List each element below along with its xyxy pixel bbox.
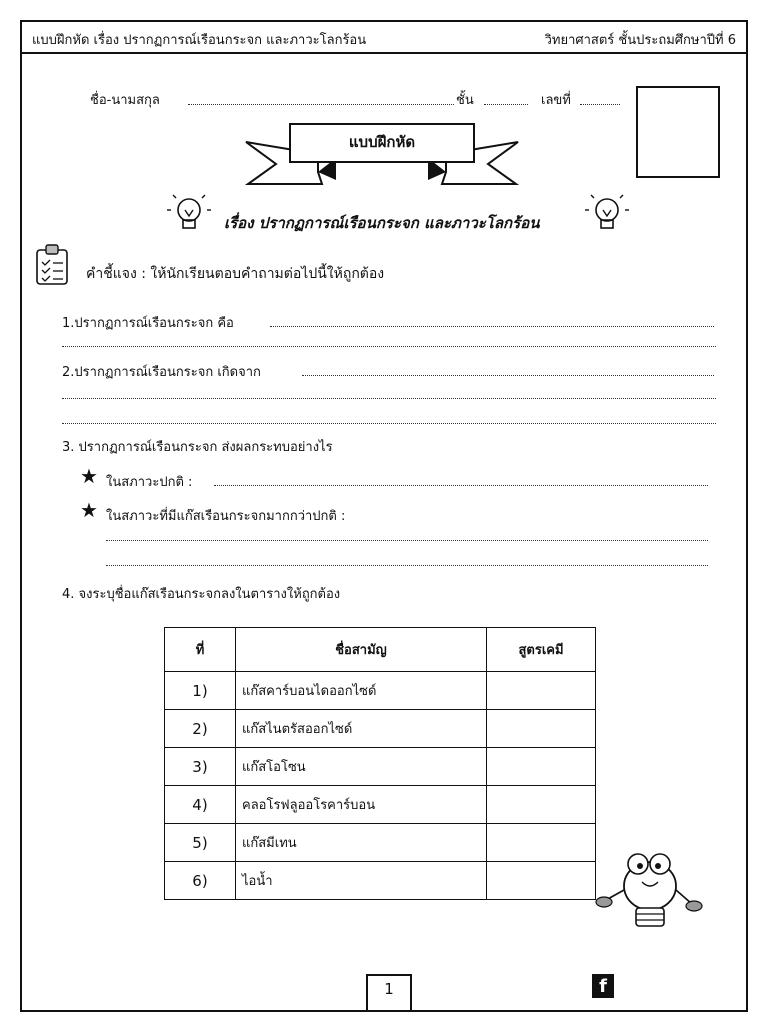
row-gas-name: แก๊สโอโซน: [236, 748, 487, 786]
row-number: 2): [165, 710, 236, 748]
question-3a: ในสภาวะปกติ :: [106, 475, 193, 490]
answer-3b-line[interactable]: [106, 565, 708, 566]
number-field[interactable]: [580, 104, 620, 105]
star-icon: ★: [80, 498, 98, 522]
class-label: ชั้น: [456, 93, 474, 108]
row-gas-name: ไอน้ำ: [236, 862, 487, 900]
banner-title: แบบฝึกหัด: [348, 133, 416, 151]
question-3b: ในสภาวะที่มีแก๊สเรือนกระจกมากกว่าปกติ :: [106, 509, 346, 524]
table-row: [165, 824, 596, 862]
gas-table: [164, 627, 596, 900]
table-row: [165, 748, 596, 786]
row-gas-name: แก๊สไนตรัสออกไซด์: [236, 710, 487, 748]
question-3: 3. ปรากฏการณ์เรือนกระจก ส่งผลกระทบอย่างไร: [62, 440, 333, 455]
row-gas-name: แก๊สคาร์บอนไดออกไซด์: [236, 672, 487, 710]
lightbulb-icon: [584, 192, 630, 236]
question-1: 1.ปรากฏการณ์เรือนกระจก คือ: [62, 316, 234, 331]
row-number: 3): [165, 748, 236, 786]
row-gas-name: แก๊สมีเทน: [236, 824, 487, 862]
ribbon-banner: [240, 118, 524, 190]
row-formula-cell[interactable]: [487, 824, 596, 862]
name-label: ชื่อ-นามสกุล: [90, 93, 160, 108]
answer-2-line[interactable]: [62, 423, 716, 424]
question-4: 4. จงระบุชื่อแก๊สเรือนกระจกลงในตารางให้ถูกต้อง: [62, 587, 341, 602]
class-field[interactable]: [484, 104, 528, 105]
facebook-icon[interactable]: f: [592, 974, 614, 998]
lightbulb-mascot-icon: [594, 846, 706, 942]
answer-2-line[interactable]: [302, 375, 714, 376]
table-header-row: [165, 628, 596, 672]
row-number: 5): [165, 824, 236, 862]
photo-box: [636, 86, 720, 178]
header-title: แบบฝึกหัด เรื่อง ปรากฏการณ์เรือนกระจก และภาวะโลกร้อน: [32, 33, 367, 48]
table-row: [165, 786, 596, 824]
answer-3b-line[interactable]: [106, 540, 708, 541]
row-number: 4): [165, 786, 236, 824]
row-gas-name: คลอโรฟลูออโรคาร์บอน: [236, 786, 487, 824]
instruction-text: คำชี้แจง : ให้นักเรียนตอบคำถามต่อไปนี้ให้ถูกต้อง: [86, 266, 385, 282]
row-formula-cell[interactable]: [487, 786, 596, 824]
table-row: [165, 862, 596, 900]
col-header-name: ชื่อสามัญ: [236, 628, 487, 672]
header-divider: [20, 52, 748, 54]
lightbulb-icon: [166, 192, 212, 236]
answer-2-line[interactable]: [62, 398, 716, 399]
row-formula-cell[interactable]: [487, 748, 596, 786]
row-formula-cell[interactable]: [487, 862, 596, 900]
row-formula-cell[interactable]: [487, 672, 596, 710]
number-label: เลขที่: [541, 93, 571, 108]
page-number: 1: [384, 980, 394, 998]
clipboard-icon: [34, 242, 70, 286]
answer-3a-line[interactable]: [214, 485, 708, 486]
star-icon: ★: [80, 464, 98, 488]
answer-1-line[interactable]: [270, 326, 714, 327]
col-header-formula: สูตรเคมี: [487, 628, 596, 672]
answer-1-line[interactable]: [62, 346, 716, 347]
header-subject: วิทยาศาสตร์ ชั้นประถมศึกษาปีที่ 6: [544, 33, 736, 48]
col-header-number: ที่: [165, 628, 236, 672]
table-row: [165, 710, 596, 748]
row-number: 6): [165, 862, 236, 900]
row-formula-cell[interactable]: [487, 710, 596, 748]
question-2: 2.ปรากฏการณ์เรือนกระจก เกิดจาก: [62, 365, 261, 380]
worksheet-subtitle: เรื่อง ปรากฏการณ์เรือนกระจก และภาวะโลกร้อน: [224, 214, 540, 232]
table-row: [165, 672, 596, 710]
row-number: 1): [165, 672, 236, 710]
name-field[interactable]: [188, 104, 454, 105]
